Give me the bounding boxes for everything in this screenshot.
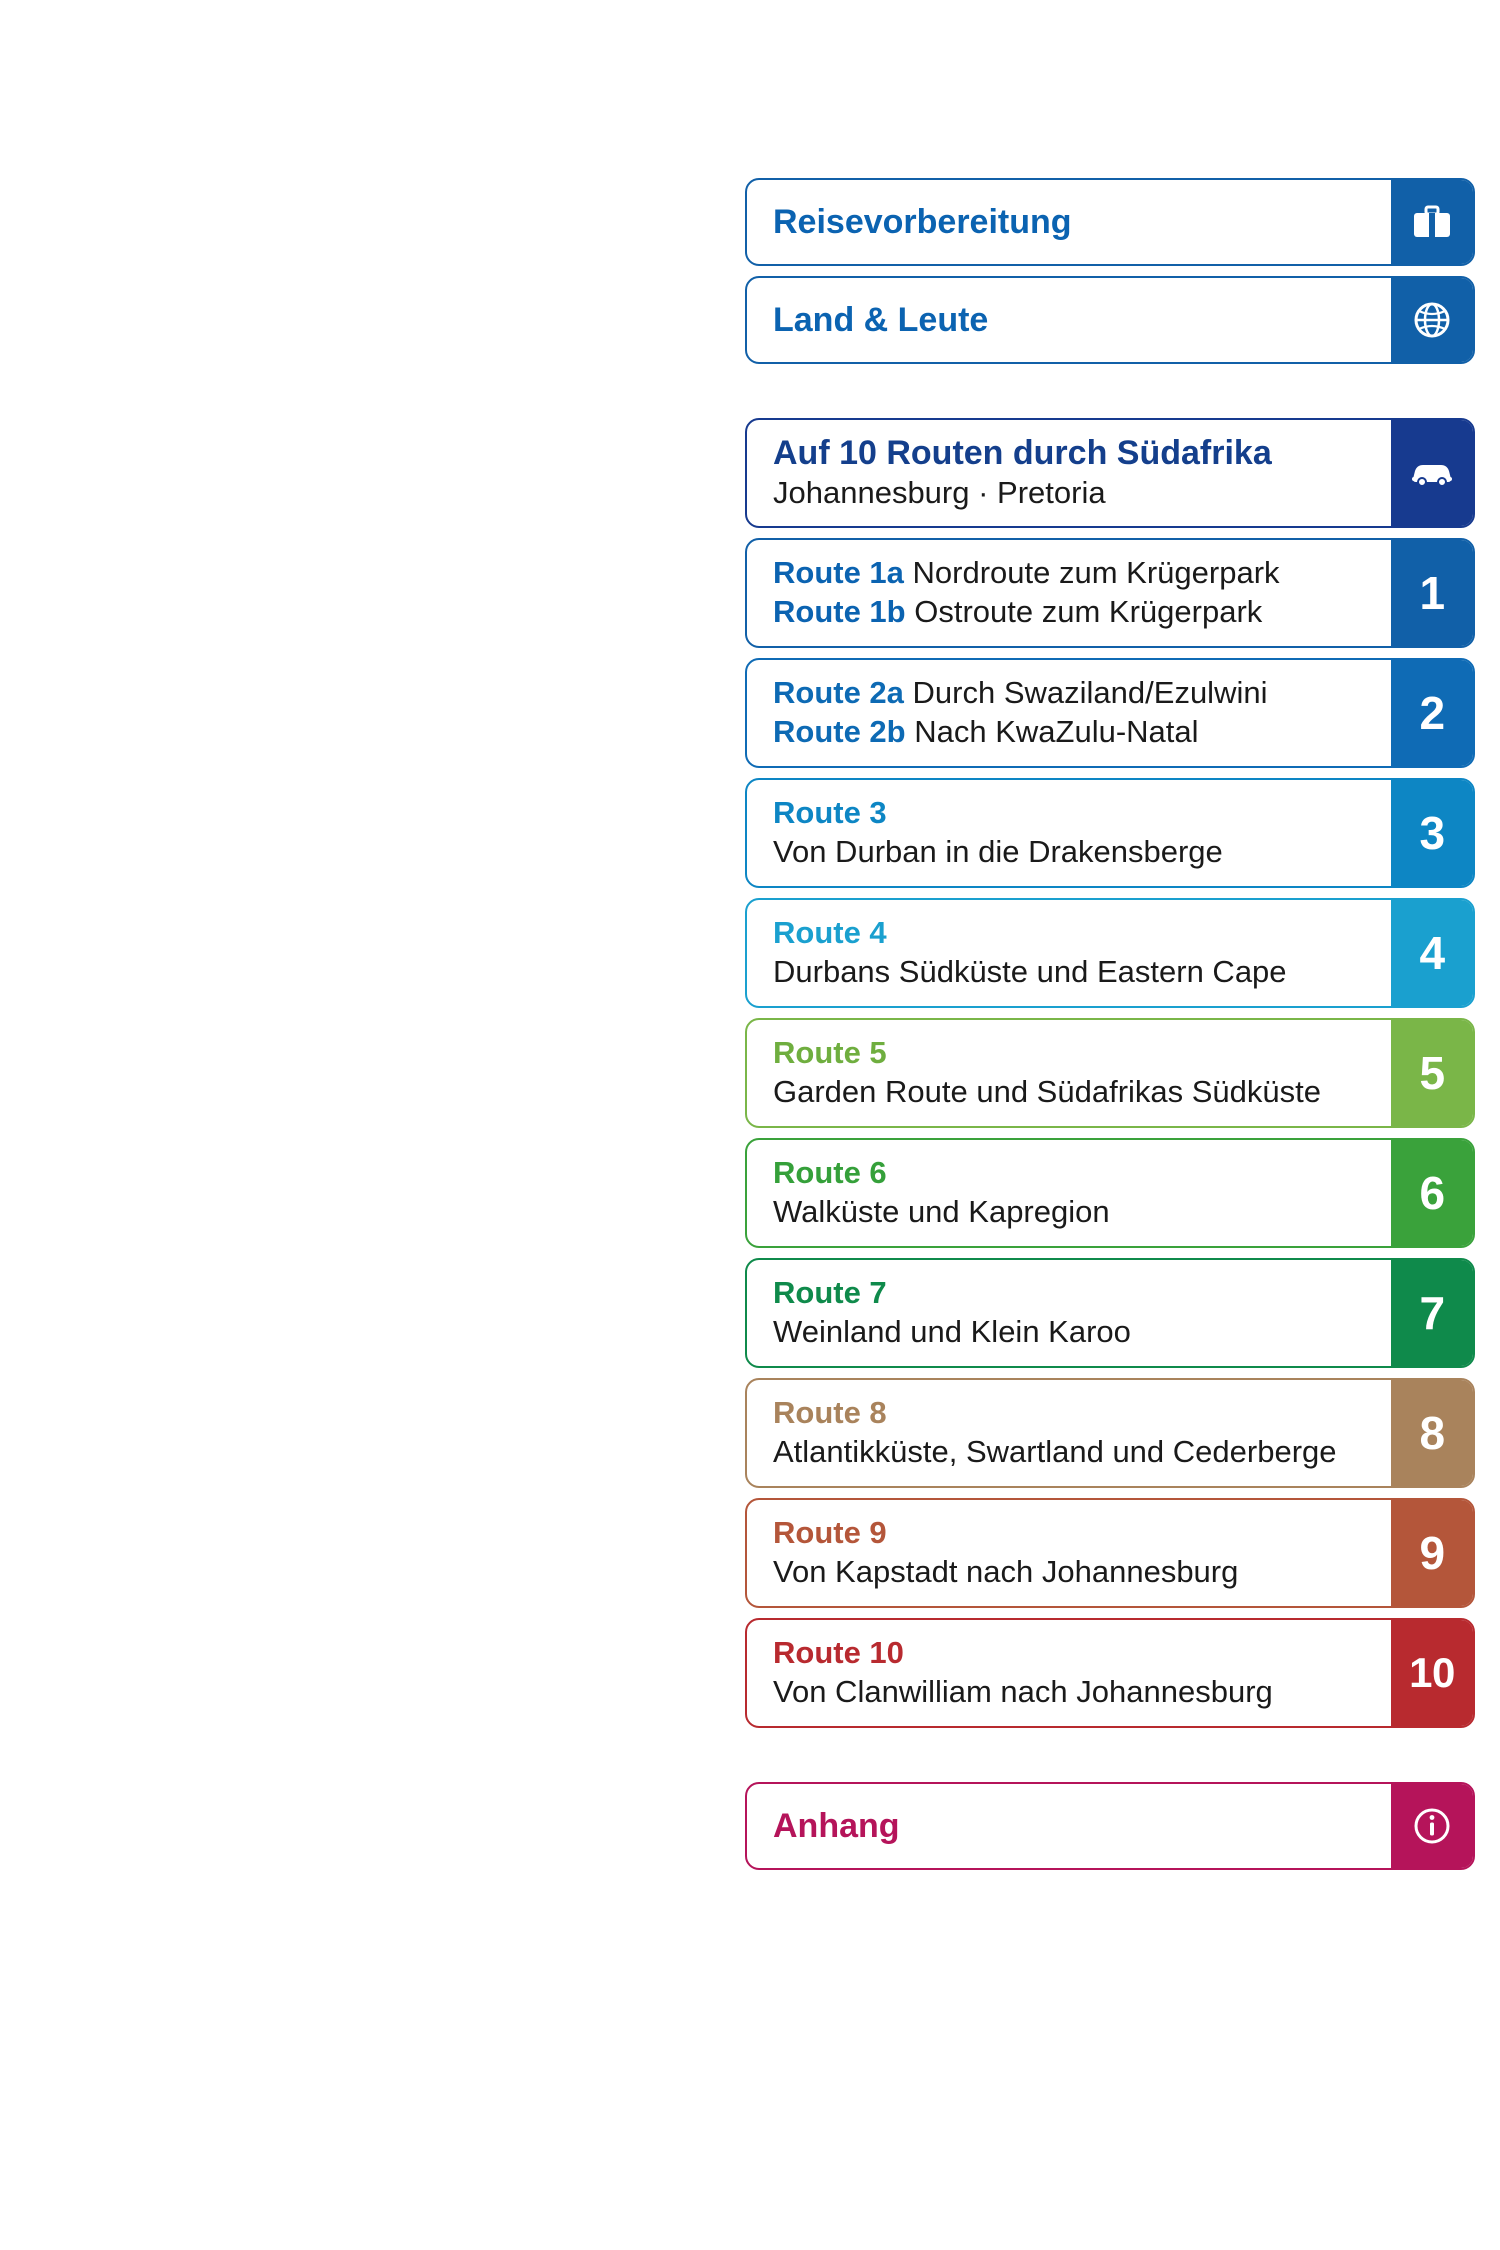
- globe-icon: [1391, 278, 1473, 362]
- tab-route-4-line-1-label: Route 4: [773, 915, 887, 951]
- tab-route-9-number: [1391, 1500, 1473, 1606]
- tab-route-10-line-1: [773, 1634, 1391, 1673]
- tab-route-2-text: [747, 660, 1391, 766]
- tab-route-4-line-1: [773, 914, 1391, 953]
- tab-route-4[interactable]: [745, 898, 1475, 1008]
- tab-route-4-number-label: 4: [1419, 927, 1445, 979]
- tab-reisevorbereitung[interactable]: [745, 178, 1475, 266]
- tab-column: [745, 178, 1475, 1880]
- tab-route-3[interactable]: [745, 778, 1475, 888]
- tab-route-6-text: [747, 1140, 1391, 1246]
- tab-anhang[interactable]: [745, 1782, 1475, 1870]
- tab-route-10-line-2-text: Von Clanwilliam nach Johannesburg: [773, 1674, 1273, 1709]
- tab-route-5-number: [1391, 1020, 1473, 1126]
- tab-route-9-line-2: [773, 1553, 1391, 1592]
- tab-route-5-line-2: [773, 1073, 1391, 1112]
- tab-route-1[interactable]: [745, 538, 1475, 648]
- tab-route-9-text: [747, 1500, 1391, 1606]
- tab-route-5-line-1-label: Route 5: [773, 1035, 887, 1071]
- tab-route-8-number: [1391, 1380, 1473, 1486]
- tab-route-1-line-2-label: Route 1b: [773, 594, 906, 629]
- tab-anhang-label: Anhang: [773, 1806, 900, 1845]
- tab-reisevorbereitung-text: [747, 180, 1391, 264]
- tab-route-1-line-1: [773, 554, 1391, 593]
- car-icon: [1391, 420, 1473, 526]
- tab-route-5-line-2-text: Garden Route und Südafrikas Südküste: [773, 1074, 1322, 1109]
- tab-route-8-line-1: [773, 1394, 1391, 1433]
- tab-route-9-number-label: 9: [1419, 1527, 1445, 1579]
- section-header-text: [747, 420, 1391, 526]
- tab-route-2-line-2-label: Route 2b: [773, 714, 906, 749]
- section-header-title: Auf 10 Routen durch Südafrika: [773, 434, 1272, 473]
- tab-route-7-line-1-label: Route 7: [773, 1275, 887, 1311]
- tab-reisevorbereitung-label: Reisevorbereitung: [773, 202, 1072, 241]
- tab-route-8[interactable]: [745, 1378, 1475, 1488]
- tab-route-10-text: [747, 1620, 1391, 1726]
- tab-route-6-line-1: [773, 1154, 1391, 1193]
- tab-route-2-number: [1391, 660, 1473, 766]
- tab-anhang-text: [747, 1784, 1391, 1868]
- tab-route-8-line-2: [773, 1433, 1391, 1472]
- tab-route-2-line-1-text: Durch Swaziland/Ezulwini: [912, 675, 1268, 711]
- tab-route-8-number-label: 8: [1419, 1407, 1445, 1459]
- tab-route-6[interactable]: [745, 1138, 1475, 1248]
- tab-route-2-line-2-text: Nach KwaZulu-Natal: [914, 714, 1199, 749]
- tab-route-2-line-1-label: Route 2a: [773, 675, 904, 711]
- tab-route-10-line-2: [773, 1673, 1391, 1712]
- tab-route-6-line-2: [773, 1193, 1391, 1232]
- tab-route-1-number-label: 1: [1419, 567, 1445, 619]
- tab-route-6-line-1-label: Route 6: [773, 1155, 887, 1191]
- tab-route-6-number: [1391, 1140, 1473, 1246]
- tab-route-2-number-label: 2: [1419, 687, 1445, 739]
- tab-route-2[interactable]: [745, 658, 1475, 768]
- tab-route-7-line-2-text: Weinland und Klein Karoo: [773, 1314, 1131, 1349]
- spacer-bottom: [745, 1738, 1475, 1782]
- tab-route-4-line-2: [773, 953, 1391, 992]
- tab-route-5-number-label: 5: [1419, 1047, 1445, 1099]
- tab-route-10[interactable]: [745, 1618, 1475, 1728]
- tab-route-7-number: [1391, 1260, 1473, 1366]
- tab-route-7-text: [747, 1260, 1391, 1366]
- tab-route-1-line-2-text: Ostroute zum Krügerpark: [914, 594, 1263, 629]
- suitcase-icon: [1391, 180, 1473, 264]
- tab-route-10-number: [1391, 1620, 1473, 1726]
- tab-route-3-line-2-text: Von Durban in die Drakensberge: [773, 834, 1223, 869]
- tab-route-5[interactable]: [745, 1018, 1475, 1128]
- tab-route-3-text: [747, 780, 1391, 886]
- tab-route-1-number: [1391, 540, 1473, 646]
- tab-route-3-line-2: [773, 833, 1391, 872]
- tab-route-3-number: [1391, 780, 1473, 886]
- tab-route-1-line-1-label: Route 1a: [773, 555, 904, 591]
- tab-route-1-line-2: [773, 593, 1391, 632]
- tab-route-5-line-1: [773, 1034, 1391, 1073]
- tab-route-7-number-label: 7: [1419, 1287, 1445, 1339]
- tab-route-8-line-1-label: Route 8: [773, 1395, 887, 1431]
- tab-route-8-line-2-text: Atlantikküste, Swartland und Cederberge: [773, 1434, 1337, 1469]
- tab-route-9-line-1: [773, 1514, 1391, 1553]
- tab-route-4-text: [747, 900, 1391, 1006]
- tab-route-6-line-2-text: Walküste und Kapregion: [773, 1194, 1110, 1229]
- tab-route-1-text: [747, 540, 1391, 646]
- spacer-top: [745, 374, 1475, 418]
- tab-route-1-line-1-text: Nordroute zum Krügerpark: [912, 555, 1280, 591]
- tab-route-3-number-label: 3: [1419, 807, 1445, 859]
- tab-route-6-number-label: 6: [1419, 1167, 1445, 1219]
- tab-route-3-line-1: [773, 794, 1391, 833]
- tab-route-2-line-2: [773, 713, 1391, 752]
- tab-route-7-line-2: [773, 1313, 1391, 1352]
- tab-route-10-number-label: 10: [1409, 1649, 1455, 1696]
- tab-route-4-line-2-text: Durbans Südküste und Eastern Cape: [773, 954, 1287, 989]
- tab-land-und-leute-text: [747, 278, 1391, 362]
- tab-land-und-leute-label: Land & Leute: [773, 300, 989, 339]
- section-header-subtitle: Johannesburg · Pretoria: [773, 475, 1106, 511]
- tab-route-9-line-1-label: Route 9: [773, 1515, 887, 1551]
- section-header-routes[interactable]: [745, 418, 1475, 528]
- info-icon: [1391, 1784, 1473, 1868]
- tab-route-8-text: [747, 1380, 1391, 1486]
- tab-route-4-number: [1391, 900, 1473, 1006]
- tab-route-10-line-1-label: Route 10: [773, 1635, 904, 1671]
- tab-land-und-leute[interactable]: [745, 276, 1475, 364]
- tab-route-5-text: [747, 1020, 1391, 1126]
- tab-route-7-line-1: [773, 1274, 1391, 1313]
- tab-route-3-line-1-label: Route 3: [773, 795, 887, 831]
- tab-route-9-line-2-text: Von Kapstadt nach Johannesburg: [773, 1554, 1239, 1589]
- tab-route-7[interactable]: [745, 1258, 1475, 1368]
- tab-route-9[interactable]: [745, 1498, 1475, 1608]
- tab-route-2-line-1: [773, 674, 1391, 713]
